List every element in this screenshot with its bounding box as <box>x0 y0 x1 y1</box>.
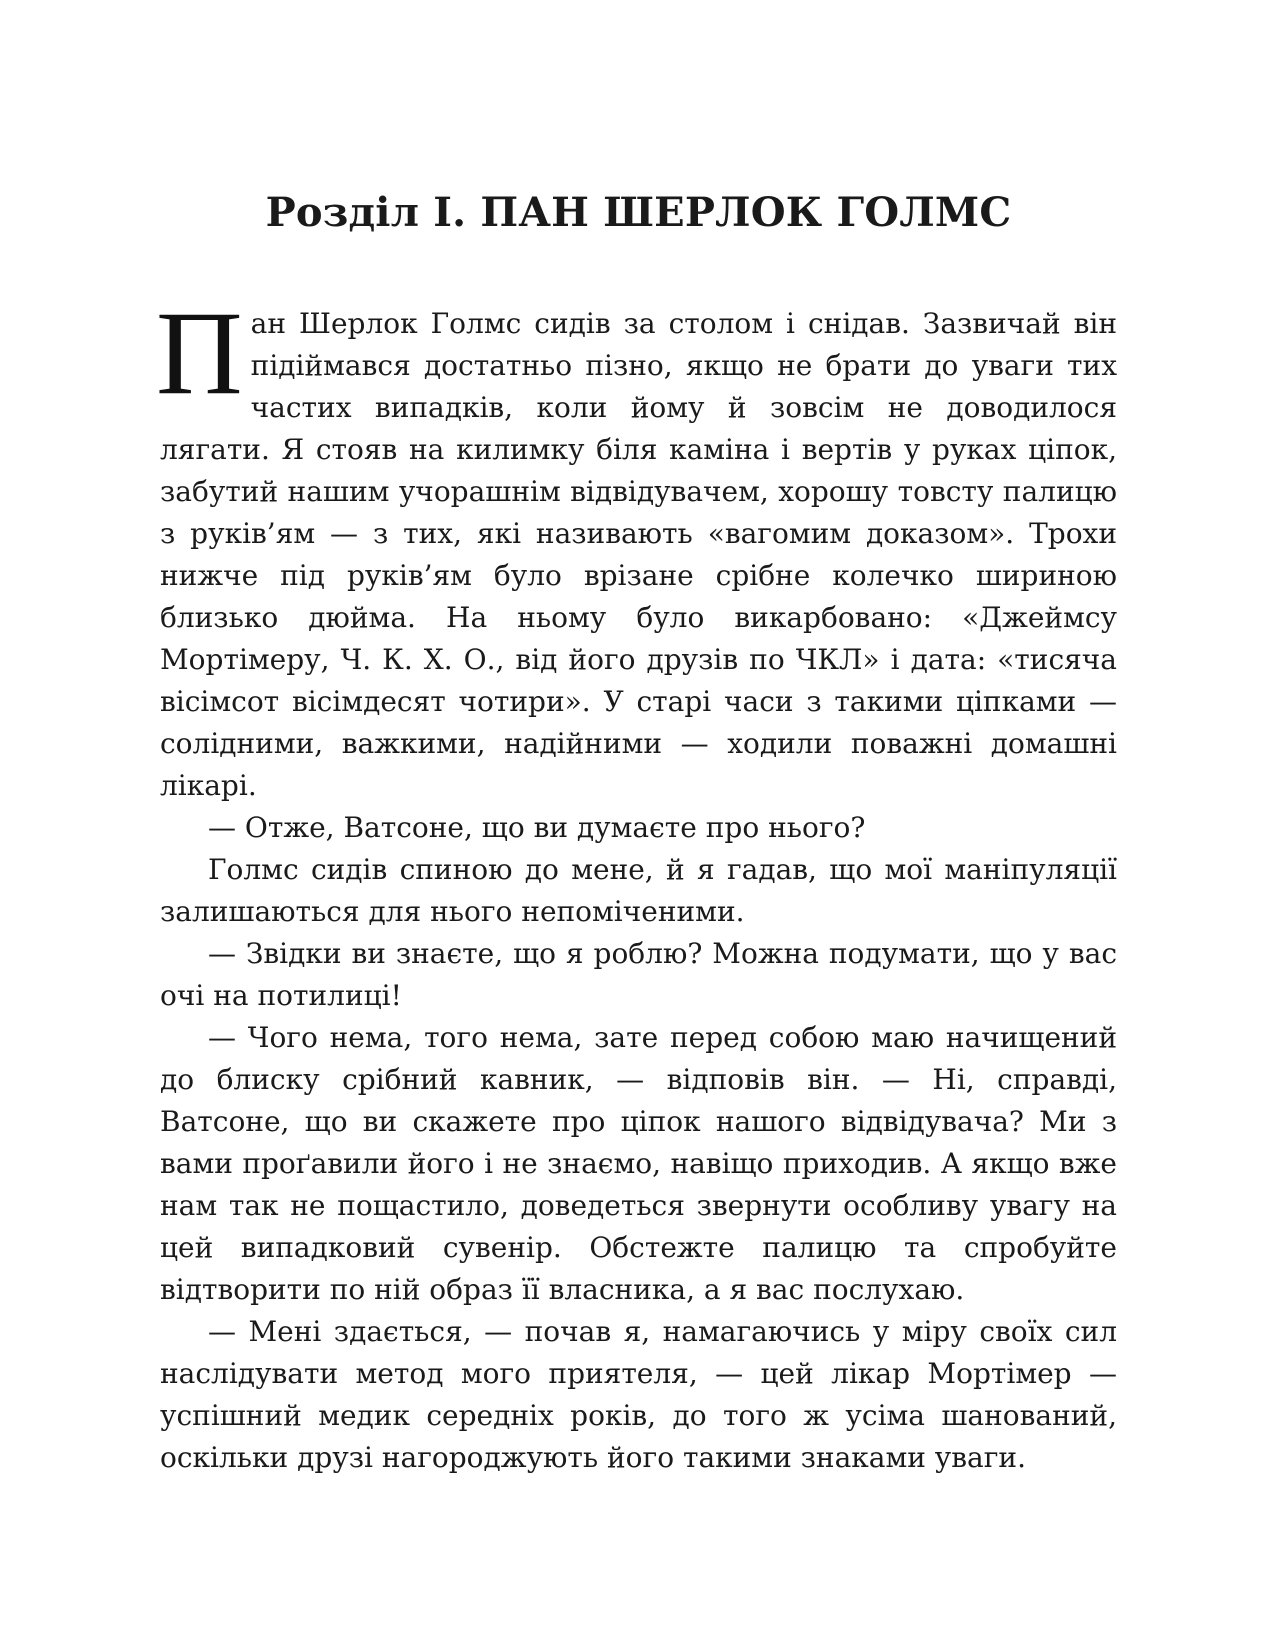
drop-cap-letter: П <box>156 286 243 419</box>
paragraph-5: — Чого нема, того нема, зате перед собою маю начищений до блиску срібний кавник, — відповів він. — Ні, справді, Ватсоне, що ви скажете про ціпок нашого відвідувача? Ми з вами проґавили його і не знаємо, навіщо приходив. А якщо вже нам так не пощастило, доведеться звернути особливу увагу на цей випадковий сувенір. Обстежте палицю та спробуйте відтворити по ній образ її власника, а я вас послухаю. <box>160 1021 1117 1306</box>
paragraph-3: Голмс сидів спиною до мене, й я гадав, що мої маніпуляції залишаються для нього непоміченими. <box>160 853 1117 928</box>
paragraph-2: — Отже, Ватсоне, що ви думаєте про нього? <box>208 811 866 844</box>
paragraph-1-text: ан Шерлок Голмс сидів за столом і снідав. Зазвичай він підіймався достатньо пізно, якщо не брати до уваги тих частих випадків, коли йому й зовсім не доводилося лягати. Я стояв на килимку біля каміна і вертів у руках ціпок, забутий нашим учорашнім відвідувачем, хорошу товсту палицю з руків’ям — з тих, які називають «вагомим доказом». Трохи нижче під руків’ям було врізане срібне колечко шириною близько дюйма. На ньому було викарбовано: «Джеймсу Мортімеру, Ч. К. Х. О., від його друзів по ЧКЛ» і дата: «тисяча вісімсот вісімдесят чотири». У старі часи з такими ціпками — солідними, важкими, надійними — ходили поважні домашні лікарі. <box>160 307 1117 802</box>
chapter-title: Розділ І. ПАН ШЕРЛОК ГОЛМС <box>265 189 1012 236</box>
chapter-body <box>156 286 1117 1479</box>
paragraph-6: — Мені здається, — почав я, намагаючись у міру своїх сил наслідувати метод мого приятеля, — цей лікар Мортімер — успішний медик середніх років, до того ж усіма шанований, оскільки друзі нагороджують його такими знаками уваги. <box>160 1315 1117 1474</box>
paragraph-4: — Звідки ви знаєте, що я роблю? Можна подумати, що у вас очі на потилиці! <box>160 937 1117 1012</box>
paragraph-1 <box>156 286 1117 807</box>
book-page <box>156 0 1117 1650</box>
